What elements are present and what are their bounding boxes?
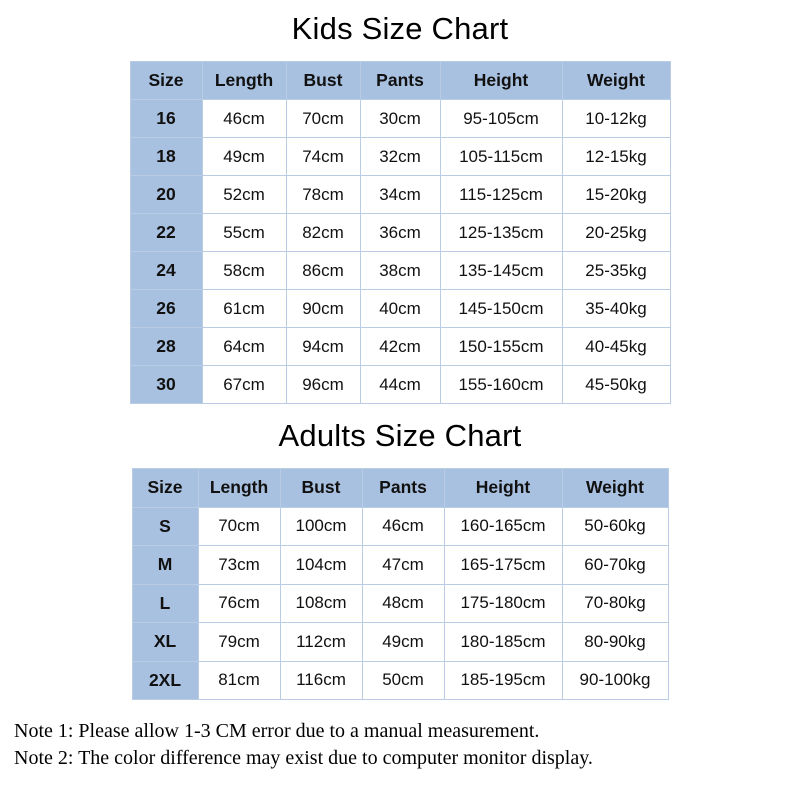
cell-pants: 32cm bbox=[360, 138, 440, 176]
cell-size: 20 bbox=[130, 176, 202, 214]
cell-height: 160-165cm bbox=[444, 507, 562, 546]
table-header-row bbox=[132, 469, 668, 508]
note-line-1: Note 1: Please allow 1-3 CM error due to a manual measurement. bbox=[14, 720, 540, 742]
cell-length: 64cm bbox=[202, 328, 286, 366]
cell-length: 58cm bbox=[202, 252, 286, 290]
cell-weight: 12-15kg bbox=[562, 138, 670, 176]
cell-weight: 90-100kg bbox=[562, 661, 668, 700]
cell-height: 135-145cm bbox=[440, 252, 562, 290]
cell-weight: 80-90kg bbox=[562, 623, 668, 662]
cell-length: 70cm bbox=[198, 507, 280, 546]
cell-height: 150-155cm bbox=[440, 328, 562, 366]
cell-size: 22 bbox=[130, 214, 202, 252]
cell-size: 2XL bbox=[132, 661, 198, 700]
cell-pants: 48cm bbox=[362, 584, 444, 623]
table-row bbox=[130, 366, 670, 404]
adults-chart-title: Adults Size Chart bbox=[278, 418, 522, 453]
cell-pants: 49cm bbox=[362, 623, 444, 662]
cell-pants: 40cm bbox=[360, 290, 440, 328]
cell-length: 67cm bbox=[202, 366, 286, 404]
cell-length: 81cm bbox=[198, 661, 280, 700]
cell-pants: 38cm bbox=[360, 252, 440, 290]
table-row bbox=[132, 507, 668, 546]
cell-size: S bbox=[132, 507, 198, 546]
cell-length: 79cm bbox=[198, 623, 280, 662]
cell-weight: 45-50kg bbox=[562, 366, 670, 404]
cell-pants: 47cm bbox=[362, 546, 444, 585]
table-row bbox=[132, 546, 668, 585]
cell-weight: 60-70kg bbox=[562, 546, 668, 585]
adults-size-table bbox=[132, 468, 669, 700]
cell-pants: 46cm bbox=[362, 507, 444, 546]
table-row bbox=[132, 623, 668, 662]
column-header-weight: Weight bbox=[562, 469, 668, 508]
cell-height: 155-160cm bbox=[440, 366, 562, 404]
notes-section bbox=[0, 718, 800, 772]
cell-weight: 25-35kg bbox=[562, 252, 670, 290]
cell-height: 125-135cm bbox=[440, 214, 562, 252]
cell-pants: 34cm bbox=[360, 176, 440, 214]
cell-weight: 10-12kg bbox=[562, 100, 670, 138]
cell-bust: 108cm bbox=[280, 584, 362, 623]
cell-height: 105-115cm bbox=[440, 138, 562, 176]
cell-length: 52cm bbox=[202, 176, 286, 214]
column-header-height: Height bbox=[440, 62, 562, 100]
kids-chart-title: Kids Size Chart bbox=[291, 11, 509, 46]
cell-size: L bbox=[132, 584, 198, 623]
cell-bust: 104cm bbox=[280, 546, 362, 585]
cell-size: M bbox=[132, 546, 198, 585]
column-header-bust: Bust bbox=[286, 62, 360, 100]
cell-height: 180-185cm bbox=[444, 623, 562, 662]
column-header-pants: Pants bbox=[360, 62, 440, 100]
cell-bust: 90cm bbox=[286, 290, 360, 328]
cell-bust: 74cm bbox=[286, 138, 360, 176]
column-header-pants: Pants bbox=[362, 469, 444, 508]
column-header-weight: Weight bbox=[562, 62, 670, 100]
cell-bust: 86cm bbox=[286, 252, 360, 290]
cell-pants: 30cm bbox=[360, 100, 440, 138]
cell-height: 115-125cm bbox=[440, 176, 562, 214]
cell-bust: 112cm bbox=[280, 623, 362, 662]
cell-weight: 15-20kg bbox=[562, 176, 670, 214]
cell-length: 55cm bbox=[202, 214, 286, 252]
cell-size: 18 bbox=[130, 138, 202, 176]
cell-size: 24 bbox=[130, 252, 202, 290]
cell-bust: 94cm bbox=[286, 328, 360, 366]
cell-height: 165-175cm bbox=[444, 546, 562, 585]
table-row bbox=[130, 328, 670, 366]
table-row bbox=[130, 252, 670, 290]
cell-bust: 100cm bbox=[280, 507, 362, 546]
cell-height: 145-150cm bbox=[440, 290, 562, 328]
table-row bbox=[130, 214, 670, 252]
cell-length: 49cm bbox=[202, 138, 286, 176]
cell-size: 26 bbox=[130, 290, 202, 328]
cell-size: 30 bbox=[130, 366, 202, 404]
cell-pants: 50cm bbox=[362, 661, 444, 700]
kids-size-table bbox=[130, 61, 671, 404]
cell-bust: 96cm bbox=[286, 366, 360, 404]
cell-size: 28 bbox=[130, 328, 202, 366]
cell-bust: 82cm bbox=[286, 214, 360, 252]
cell-pants: 36cm bbox=[360, 214, 440, 252]
table-row bbox=[130, 176, 670, 214]
cell-weight: 40-45kg bbox=[562, 328, 670, 366]
cell-bust: 70cm bbox=[286, 100, 360, 138]
table-row bbox=[130, 138, 670, 176]
cell-length: 46cm bbox=[202, 100, 286, 138]
cell-weight: 50-60kg bbox=[562, 507, 668, 546]
cell-length: 61cm bbox=[202, 290, 286, 328]
cell-pants: 44cm bbox=[360, 366, 440, 404]
cell-bust: 78cm bbox=[286, 176, 360, 214]
cell-pants: 42cm bbox=[360, 328, 440, 366]
cell-length: 73cm bbox=[198, 546, 280, 585]
column-header-size: Size bbox=[130, 62, 202, 100]
note-line-2: Note 2: The color difference may exist due to computer monitor display. bbox=[14, 747, 593, 769]
column-header-length: Length bbox=[198, 469, 280, 508]
cell-size: 16 bbox=[130, 100, 202, 138]
cell-bust: 116cm bbox=[280, 661, 362, 700]
table-header-row bbox=[130, 62, 670, 100]
cell-height: 175-180cm bbox=[444, 584, 562, 623]
column-header-size: Size bbox=[132, 469, 198, 508]
table-row bbox=[132, 584, 668, 623]
column-header-length: Length bbox=[202, 62, 286, 100]
cell-weight: 20-25kg bbox=[562, 214, 670, 252]
table-row bbox=[130, 290, 670, 328]
cell-size: XL bbox=[132, 623, 198, 662]
cell-height: 95-105cm bbox=[440, 100, 562, 138]
cell-length: 76cm bbox=[198, 584, 280, 623]
cell-height: 185-195cm bbox=[444, 661, 562, 700]
table-row bbox=[132, 661, 668, 700]
column-header-height: Height bbox=[444, 469, 562, 508]
column-header-bust: Bust bbox=[280, 469, 362, 508]
table-row bbox=[130, 100, 670, 138]
cell-weight: 35-40kg bbox=[562, 290, 670, 328]
cell-weight: 70-80kg bbox=[562, 584, 668, 623]
